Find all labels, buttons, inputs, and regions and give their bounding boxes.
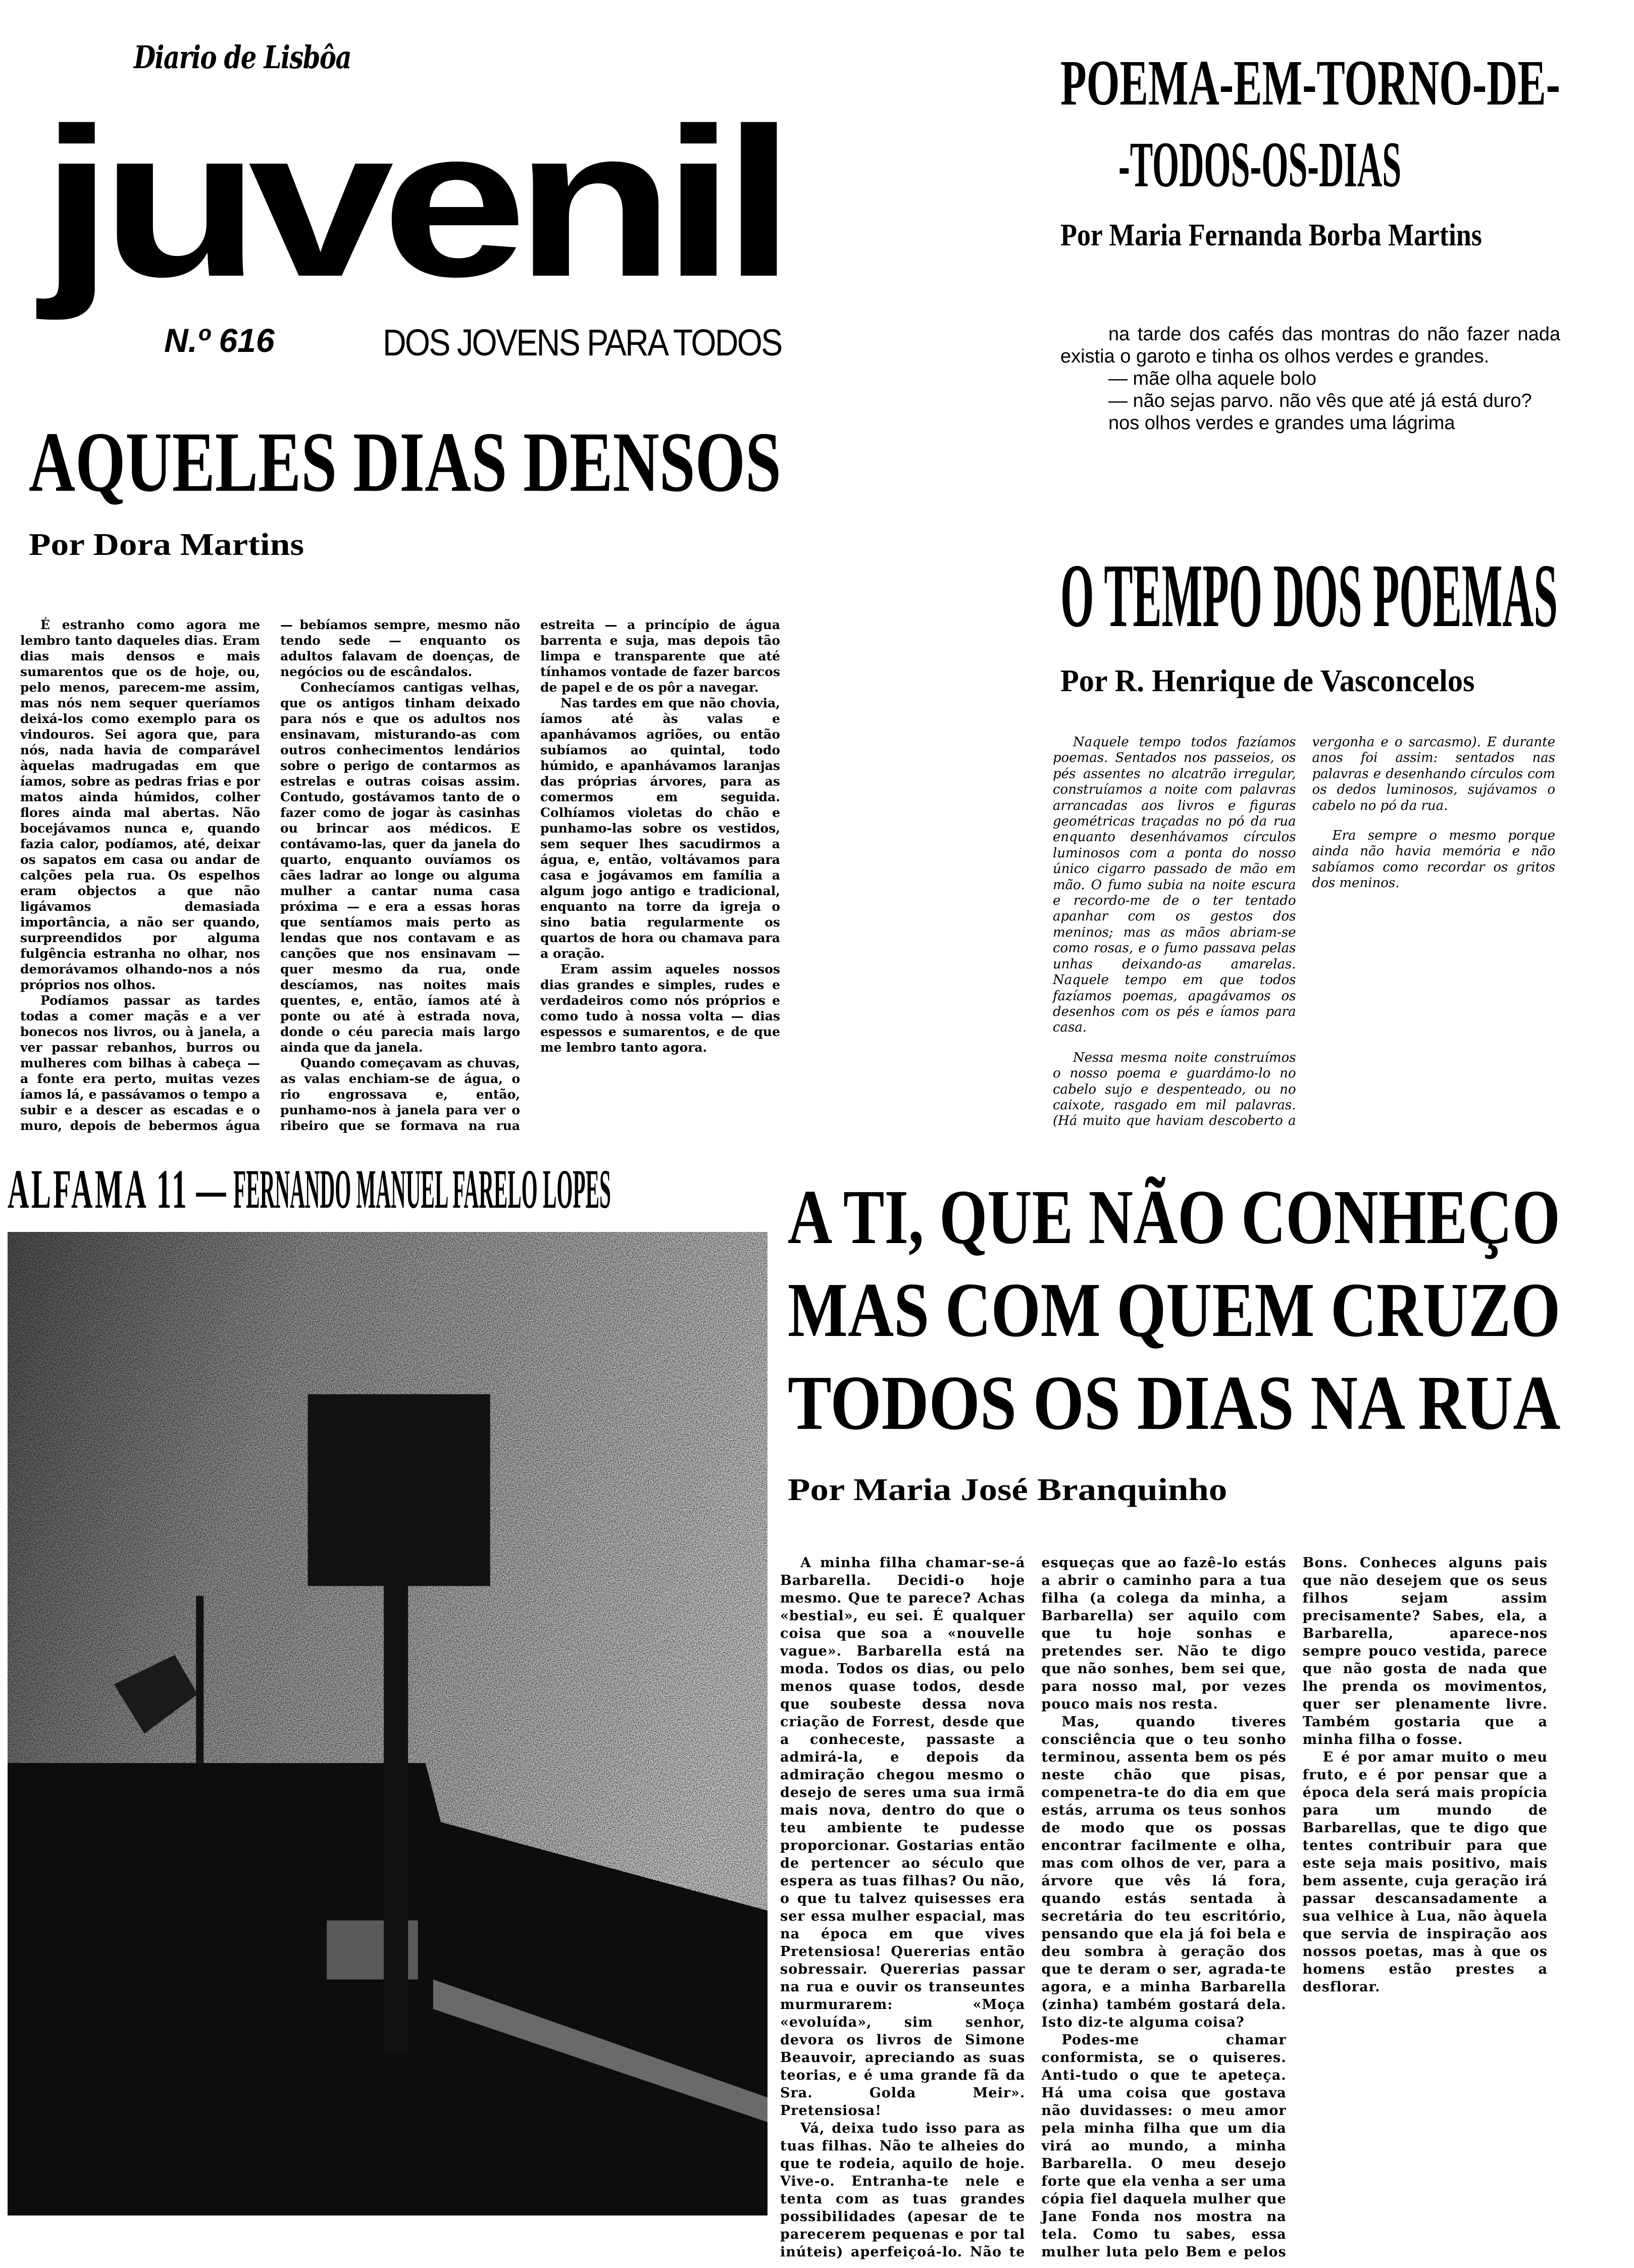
photo-rod bbox=[196, 1596, 203, 1763]
photo-caption-text bbox=[8, 1158, 773, 1220]
photo-title: ALFAMA 11 bbox=[8, 1158, 189, 1220]
article-headline bbox=[1060, 545, 1634, 646]
photo-sign-pole bbox=[384, 1581, 408, 2053]
photo-sign bbox=[308, 1394, 490, 1586]
poem-title-line1 bbox=[1060, 47, 1634, 119]
byline-text: Por R. Henrique de Vasconcelos bbox=[1060, 664, 1475, 698]
paragraph: É estranho como agora me lembro tanto daqueles dias. Eram dias mais densos e mais sumarentos que os de hoje, ou, pelo menos, parecem-me assim, mas nós nem sequer queríamos deixá-los como exemplo para os vindouros. Sei agora que, para nós, nada havia de comparável àquelas madrugadas em que íamos, sobre as pedras frias e por matos ainda húmidos, colher flores ainda mal abertas. Não bocejávamos nunca e, quando fazia calor, podíamos, até, deixar os sapatos em casa ou andar de calções pela rua. Os espelhos eram objectos a que não ligávamos demasiada importância, a não ser quando, surpreendidos por alguma fulgência estranha no olhar, nos demorávamos olhando-nos a nós próprios nos olhos. bbox=[20, 617, 260, 992]
article-byline bbox=[1060, 665, 1487, 697]
masthead-tagline bbox=[383, 321, 841, 364]
poem-title-text: -TODOS-OS-DIAS bbox=[1118, 129, 1402, 200]
article-body bbox=[20, 617, 1040, 1137]
headline-text: TODOS OS DIAS NA RUA bbox=[788, 1360, 1561, 1446]
poem-line: — não sejas parvo. não vês que até já está duro? bbox=[1108, 390, 1532, 411]
article-byline bbox=[29, 528, 304, 562]
paragraph: E é por amar muito o meu fruto, e é por pensar que a época dela será mais propícia para um mundo de Barbarellas, que te digo que tentes contribuir para que este seja mais positivo, mais bem assente, cuja geração irá passar descansadamente a sua velhice à Lua, não àquela que servia de inspiração aos nossos poetas, mas à que os homens estão prestes a desflorar. bbox=[1302, 1749, 1548, 1995]
dash: — bbox=[196, 1158, 226, 1220]
headline-text: AQUELES DIAS DENSOS bbox=[29, 415, 781, 509]
poem-line: nos olhos verdes e grandes uma lágrima bbox=[1108, 413, 1455, 434]
headline-text: A TI, QUE NÃO CONHEÇO bbox=[788, 1174, 1560, 1260]
masthead-title: juvenil bbox=[40, 84, 783, 321]
paragraph: Vá, deixa tudo isso para as tuas filhas. Não te alheies do que te rodeia, aquilo de hoje. Vive-o. Entranha-te nele e tenta com as tuas grandes possibilidades (apesar de te parecerem pequenas e por tal inúteis) aperfeiçoá-lo. Não te esqueças que ao fazê-lo estás a abrir o caminho para a tua filha (a colega da minha, a Barbarella) ser aquilo com que tu hoje sonhas e pretendes ser. Não te digo que não sonhes, bem sei que, para nosso mal, por vezes pouco mais nos resta. bbox=[780, 1555, 1287, 2260]
byline-text: Por Maria José Branquinho bbox=[788, 1473, 1228, 1507]
article-headline bbox=[29, 415, 1031, 509]
paragraph: Quando começavam as chuvas, as valas enchiam-se de água, o rio engrossava e, então, punhamo-nos à janela para ver o ribeiro que se formava na rua estreita — a princípio de água barrenta e suja, mas depois tão limpa e transparente que até tínhamos vontade de fazer barcos de papel e de os pôr a navegar. bbox=[280, 617, 780, 1133]
poem-byline bbox=[1060, 220, 1545, 251]
photo-alfama bbox=[8, 1232, 768, 2215]
article-headline-line1 bbox=[788, 1174, 1634, 1260]
paragraph: Podíamos passar as tardes todas a comer maçãs e a ver bonecos nos livros, ou à janela, a ver passar rebanhos, burros ou mulheres com bilhas à cabeça — a fonte era perto, muitas vezes íamos lá, e passávamos o tempo a subir e a descer as escadas e o muro, depois de bebermos água — bebíamos sempre, mesmo não tendo sede — enquanto os adultos falavam de doenças, de negócios ou de escândalos. bbox=[20, 617, 520, 1133]
tagline-text: DOS JOVENS PARA TODOS bbox=[383, 322, 782, 364]
paragraph: A minha filha chamar-se-á Barbarella. Decidi-o hoje mesmo. Que te parece? Achas «bestial», eu sei. É qualquer coisa que soa a «nouvelle vague». Barbarella está na moda. Todos os dias, ou pelo menos quase todos, desde que soubeste dessa nova criação de Forrest, desde que a conheceste, passaste a admirá-la, e depois da admiração chegou mesmo o desejo de seres uma sua irmã mais nova, dentro do que o teu ambiente te pudesse proporcionar. Gostarias então de pertencer ao século que espera as tuas filhas? Ou não, o que tu talvez quisesses era ser essa mulher espacial, mas na época em que vives Pretensiosa! Quererias então sobressair. Quererias passar na rua e ouvir os transeuntes murmurarem: «Moça «evoluída», sim senhor, devora os livros de Simone Beauvoir, apreciando as suas teorias, e é uma grande fã da Sra. Golda Meir». Pretensiosa! bbox=[780, 1555, 1026, 2119]
paragraph: Mas, quando tiveres consciência que o teu sonho terminou, assenta bem os pés neste chão que pisas, compenetra-te do dia em que estás, arruma os teus sonhos de modo que os possas encontrar facilmente e olha, mas com olhos de ver, para a árvore que vês lá fora, quando estás sentada à secretária do teu escritório, pensando que ela já foi bela e deu sombra à geração dos que te deram o ser, agrada-te agora, e a minha Barbarella (zinha) também gostará dela. Isto diz-te alguma coisa? bbox=[1041, 1714, 1287, 2030]
article-headline-line3 bbox=[788, 1360, 1634, 1446]
article-body bbox=[1053, 735, 1555, 1139]
byline-text: Por Dora Martins bbox=[29, 528, 304, 562]
poem-body bbox=[1060, 323, 1560, 434]
poem-line: — mãe olha aquele bolo bbox=[1108, 368, 1316, 389]
paragraph: Nas tardes em que não chovia, íamos até às valas e apanhávamos agriões, ou então subíamos ao quintal, todo húmido, e apanhávamos laranjas das próprias árvores, para as comermos em seguida. Colhíamos violetas do chão e punhamo-las sobre os vestidos, sem sequer lhes sacudirmos a água, e, então, voltávamos para casa e jogávamos em família a algum jogo antigo e tradicional, enquanto na torre da igreja o sino batia regularmente os quartos de hora ou chamava para a oração. bbox=[540, 696, 780, 961]
newspaper-name bbox=[134, 39, 404, 76]
headline-text: O TEMPO DOS POEMAS bbox=[1060, 545, 1558, 646]
byline-text: Por Maria Fernanda Borba Martins bbox=[1060, 218, 1482, 252]
article-headline-line2 bbox=[788, 1267, 1634, 1353]
poem-title-text: POEMA-EM-TORNO-DE- bbox=[1060, 47, 1560, 119]
paragraph: Conhecíamos cantigas velhas, que os antigos tinham deixado para nós e que os adultos nos ensinavam, misturando-as com outros conhecimentos lendários sobre o perigo de contarmos as estrelas e outras coisas assim. Contudo, gostávamos tanto de o fazer como de jogar às casinhas ou brincar aos médicos. E contávamo-las, quer da janela do quarto, enquanto ouvíamos os cães ladrar ao longe ou alguma mulher a cantar numa casa próxima — e era a essas horas que sentíamos mais perto as lendas que nos contavam e as canções que nos ensinavam — quer mesmo da rua, onde descíamos, nas noites mais quentes, e, então, íamos até à ponte ou até à estrada nova, donde o céu parecia mais largo ainda que da janela. bbox=[280, 680, 520, 1055]
newspaper-name-text: Diario de Lisbôa bbox=[134, 39, 351, 76]
paragraph: Nessa mesma noite construímos o nosso poema e guardámo-lo no cabelo sujo e despenteado, ou no caixote, rasgado em mil palavras. (Há muito que haviam descoberto a vergonha e o sarcasmo). E durante anos foi assim: sentados nas palavras e desenhando círculos com os dedos luminosos, sujávamos o cabelo no pó da rua. bbox=[1053, 735, 1555, 1129]
article-body bbox=[780, 1554, 1548, 2266]
photo-author: FERNANDO MANUEL FARELO LOPES bbox=[233, 1158, 611, 1220]
headline-text: MAS COM QUEM CRUZO bbox=[788, 1267, 1561, 1353]
paragraph: Eram assim aqueles nossos dias grandes e simples, rudes e verdadeiros como nós próprios e como tudo à nossa volta — dias espessos e sumarentos, e de que me lembro tanto agora. bbox=[540, 962, 780, 1055]
paragraph: Era sempre o mesmo porque ainda não havia memória e não sabíamos como recordar os gritos dos meninos. bbox=[1312, 828, 1555, 891]
issue-number: N.º 616 bbox=[164, 322, 275, 359]
paragraph: Naquele tempo todos fazíamos poemas. Sentados nos passeios, os pés assentes no alcatrão irregular, construíamos a noite com palavras arrancadas aos livros e figuras geométricas traçadas no pó da rua enquanto desenhávamos círculos luminosos com a ponta do nosso único cigarro passado de mão em mão. O fumo subia na noite escura e recordo-me de o ter tentado apanhar com os gestos dos meninos; mas as mãos abriam-se como rosas, e o fumo passava pelas unhas deixando-as amarelas. Naquele tempo em que todos fazíamos poemas, apagávamos os desenhos com os pés e íamos para casa. bbox=[1053, 735, 1296, 1036]
poem-line: na tarde dos cafés das montras do não fazer nada existia o garoto e tinha os olhos verdes e grandes. bbox=[1060, 324, 1560, 367]
paragraph: Podes-me chamar conformista, se o quiseres. Anti-tudo o que te apeteça. Há uma coisa que gostava não duvidasses: o meu amor pela minha filha que um dia virá ao mundo, a minha Barbarella. O meu desejo forte que ela venha a ser uma cópia fiel daquela mulher que Jane Fonda nos mostra na tela. Como tu sabes, essa mulher luta pelo Bem e pelos Bons. Conheces alguns pais que não desejem que os seus filhos sejam assim precisamente? Sabes, ela, a Barbarella, aparece-nos sempre pouco vestida, parece que não gosta de nada que lhe prenda os movimentos, quer ser plenamente livre. Também gostaria que a minha filha o fosse. bbox=[1041, 1555, 1548, 2260]
masthead-logo bbox=[40, 81, 783, 325]
poem-title-line2 bbox=[1118, 129, 1634, 200]
article-byline bbox=[788, 1473, 1228, 1507]
